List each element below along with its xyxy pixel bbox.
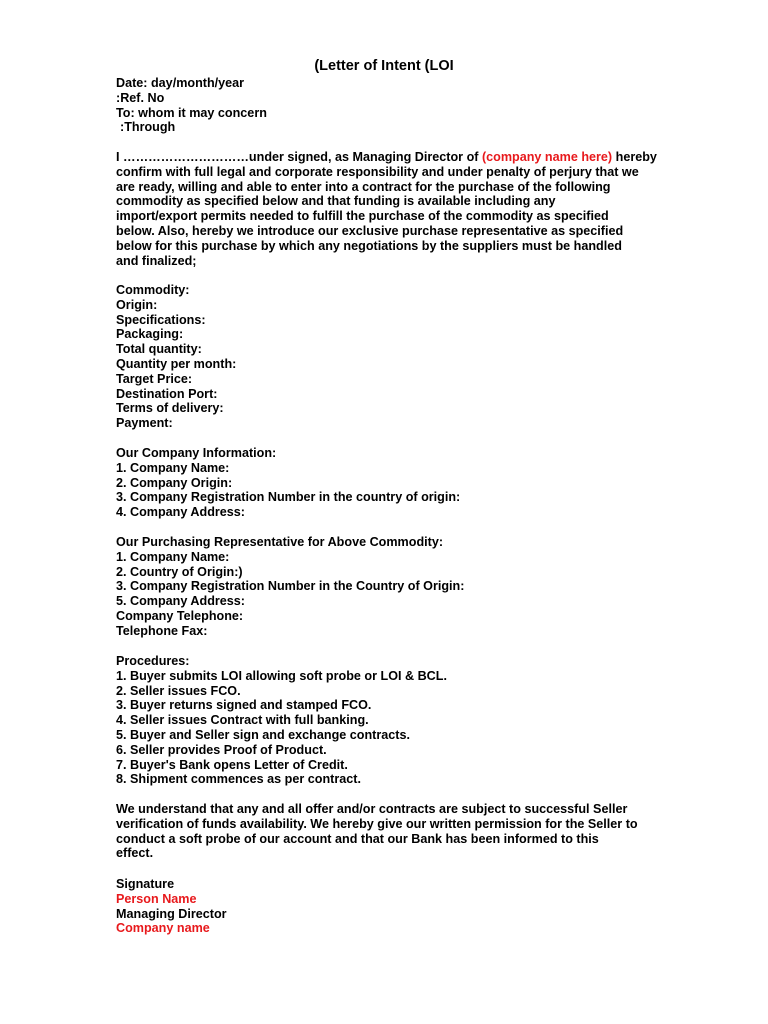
closing-line: verification of funds availability. We hereby give our written permission for the Seller to xyxy=(116,816,638,831)
representative-item: 3. Company Registration Number in the Country of Origin: xyxy=(116,579,465,594)
representative-heading: Our Purchasing Representative for Above Commodity: xyxy=(116,535,444,549)
specifications-field: Specifications: xyxy=(116,312,206,327)
procedure-step: 5. Buyer and Seller sign and exchange contracts. xyxy=(116,727,410,742)
representative-item: 5. Company Address: xyxy=(116,594,245,609)
letter-header xyxy=(116,76,656,135)
intro-line: commodity as specified below and that funding is available including any xyxy=(116,194,556,209)
signature-block xyxy=(116,877,656,936)
representative-item: 1. Company Name: xyxy=(116,549,230,564)
company-name-signature-placeholder: Company name xyxy=(116,921,210,936)
closing-line: We understand that any and all offer and/or contracts are subject to successful Seller xyxy=(116,802,628,816)
intro-line: import/export permits needed to fulfill the purchase of the commodity as specified xyxy=(116,209,609,224)
procedure-step: 1. Buyer submits LOI allowing soft probe or LOI & BCL. xyxy=(116,668,447,683)
procedure-step: 6. Seller provides Proof of Product. xyxy=(116,742,327,757)
company-info-item: 2. Company Origin: xyxy=(116,475,233,490)
packaging-field: Packaging: xyxy=(116,327,184,342)
intro-line: below. Also, hereby we introduce our exclusive purchase representative as specified xyxy=(116,223,624,238)
commodity-field: Commodity: xyxy=(116,283,190,297)
procedures-heading: Procedures: xyxy=(116,654,190,668)
intro-line: are ready, willing and able to enter into a contract for the purchase of the following xyxy=(116,179,611,194)
intro-line-1 xyxy=(116,150,656,165)
terms-of-delivery-field: Terms of delivery: xyxy=(116,401,224,416)
person-name-placeholder: Person Name xyxy=(116,891,197,906)
procedure-step: 2. Seller issues FCO. xyxy=(116,683,241,698)
destination-port-field: Destination Port: xyxy=(116,386,218,401)
origin-field: Origin: xyxy=(116,297,158,312)
through-line: :Through xyxy=(120,120,176,135)
intro-paragraph xyxy=(116,150,656,268)
date-line: Date: day/month/year xyxy=(116,76,245,90)
document-title: (Letter of Intent (LOI xyxy=(314,58,454,74)
company-info-section xyxy=(116,446,656,520)
quantity-per-month-field: Quantity per month: xyxy=(116,356,237,371)
company-info-item: 3. Company Registration Number in the country of origin: xyxy=(116,490,461,505)
closing-line: conduct a soft probe of our account and that our Bank has been informed to this xyxy=(116,831,599,846)
intro-line: confirm with full legal and corporate responsibility and under penalty of perjury that we xyxy=(116,164,639,179)
procedure-step: 7. Buyer's Bank opens Letter of Credit. xyxy=(116,757,348,772)
intro-suffix: hereby xyxy=(612,150,657,164)
intro-prefix: I …………………………under signed, as Managing Director of xyxy=(116,150,482,164)
company-info-item: 4. Company Address: xyxy=(116,505,245,520)
procedure-step: 4. Seller issues Contract with full banking. xyxy=(116,713,369,728)
total-quantity-field: Total quantity: xyxy=(116,342,202,357)
company-info-item: 1. Company Name: xyxy=(116,460,230,475)
procedure-step: 8. Shipment commences as per contract. xyxy=(116,772,361,787)
intro-line: and finalized; xyxy=(116,253,197,268)
target-price-field: Target Price: xyxy=(116,371,193,386)
recipient-line: To: whom it may concern xyxy=(116,105,267,120)
representative-item: Company Telephone: xyxy=(116,608,244,623)
payment-field: Payment: xyxy=(116,416,173,431)
ref-line: :Ref. No xyxy=(116,90,165,105)
commodity-fields xyxy=(116,283,656,431)
closing-line: effect. xyxy=(116,846,154,861)
intro-line: below for this purchase by which any negotiations by the suppliers must be handled xyxy=(116,238,622,253)
signature-label: Signature xyxy=(116,877,175,891)
representative-item: 2. Country of Origin:) xyxy=(116,564,243,579)
role-title: Managing Director xyxy=(116,906,227,921)
procedure-step: 3. Buyer returns signed and stamped FCO. xyxy=(116,698,372,713)
representative-item: Telephone Fax: xyxy=(116,623,208,638)
representative-section xyxy=(116,535,656,639)
closing-paragraph xyxy=(116,802,656,861)
procedures-section xyxy=(116,654,656,787)
company-info-heading: Our Company Information: xyxy=(116,446,277,460)
company-name-placeholder: (company name here) xyxy=(481,150,613,164)
